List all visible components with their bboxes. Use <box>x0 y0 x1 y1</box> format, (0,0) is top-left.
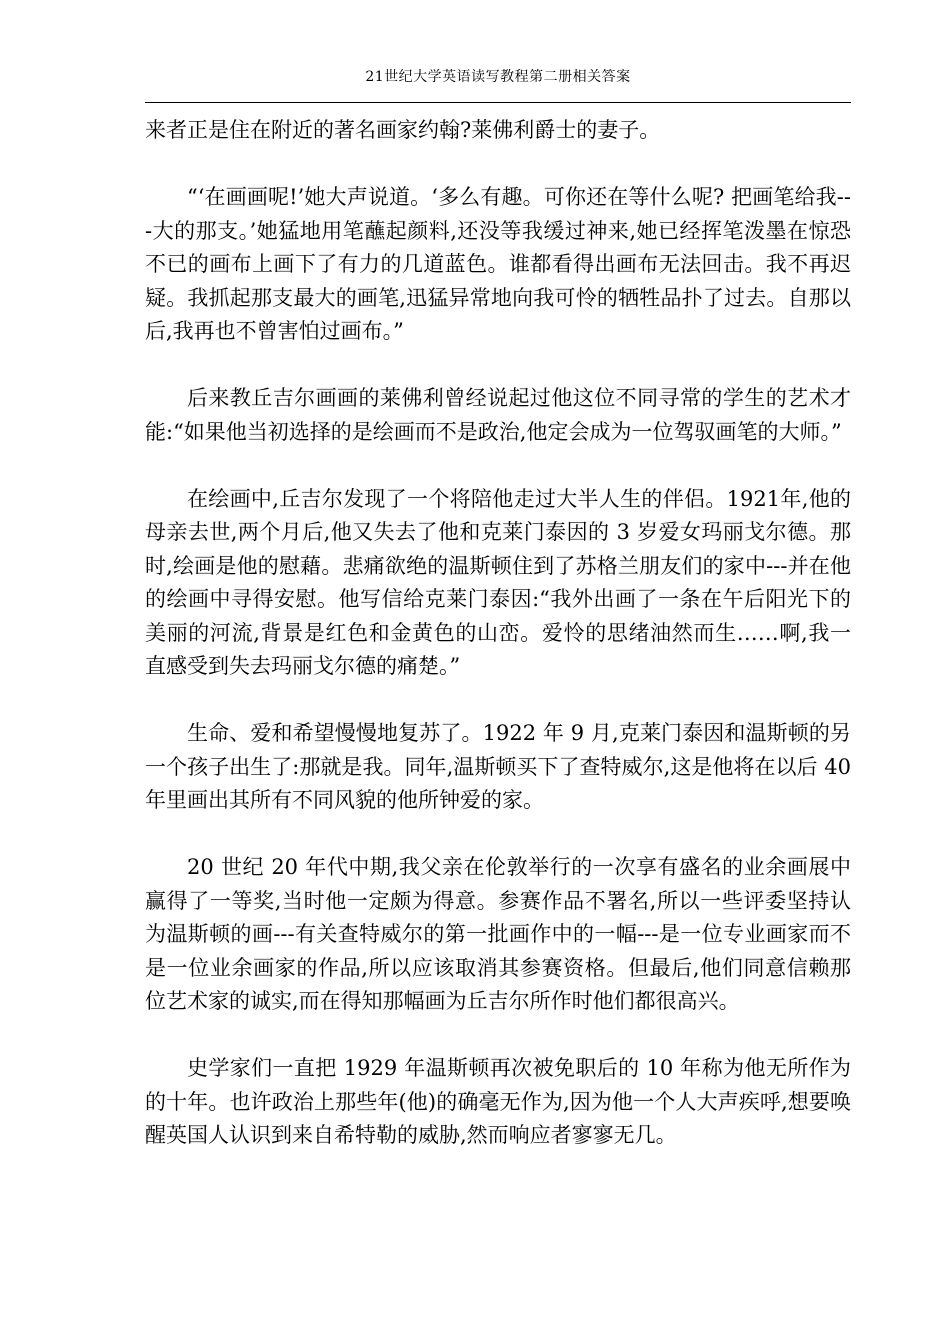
paragraph-6: 20 世纪 20 年代中期,我父亲在伦敦举行的一次享有盛名的业余画展中赢得了一等奖,当时他一定颇为得意。参赛作品不署名,所以一些评委坚持认为温斯顿的画---有关查特威尔的第一批画作中的一幅---是一位专业画家而不是一位业余画家的作品,所以应该取消其参赛资格。但最后,他们同意信赖那位艺术家的诚实,而在得知那幅画为丘吉尔所作时他们都很高兴。 <box>145 855 851 1013</box>
header-divider <box>145 102 851 103</box>
paragraph-5: 生命、爱和希望慢慢地复苏了。1922 年 9 月,克莱门泰因和温斯顿的另一个孩子出生了:那就是我。同年,温斯顿买下了查特威尔,这是他将在以后 40 年里画出其所有不同风貌的他所钟爱的家。 <box>145 721 851 812</box>
page-header: 21世纪大学英语读写教程第二册相关答案 <box>365 69 631 85</box>
document-body <box>145 114 851 1186</box>
paragraph-3: 后来教丘吉尔画画的莱佛利曾经说起过他这位不同寻常的学生的艺术才能:“如果他当初选择的是绘画而不是政治,他定会成为一位驾驭画笔的大师。” <box>145 386 851 444</box>
paragraph-7: 史学家们一直把 1929 年温斯顿再次被免职后的 10 年称为他无所作为的十年。也许政治上那些年(他)的确毫无作为,因为他一个人大声疾呼,想要唤醒英国人认识到来自希特勒的威胁,然而响应者寥寥无几。 <box>145 1056 851 1147</box>
paragraph-4: 在绘画中,丘吉尔发现了一个将陪他走过大半人生的伴侣。1921年,他的母亲去世,两个月后,他又失去了他和克莱门泰因的 3 岁爱女玛丽戈尔德。那时,绘画是他的慰藉。悲痛欲绝的温斯顿住到了苏格兰朋友们的家中---并在他的绘画中寻得安慰。他写信给克莱门泰因:“我外出画了一条在午后阳光下的美丽的河流,背景是红色和金黄色的山峦。爱怜的思绪油然而生……啊,我一直感受到失去玛丽戈尔德的痛楚。” <box>145 486 851 678</box>
paragraph-1: 来者正是住在附近的著名画家约翰?莱佛利爵士的妻子。 <box>145 118 661 142</box>
paragraph-2: “‘在画画呢!’她大声说道。‘多么有趣。可你还在等什么呢? 把画笔给我---大的那支。’她猛地用笔蘸起颜料,还没等我缓过神来,她已经挥笔泼墨在惊恐不已的画布上画下了有力的几道蓝色。谁都看得出画布无法回击。我不再迟疑。我抓起那支最大的画笔,迅猛异常地向我可怜的牺牲品扑了过去。自那以后,我再也不曾害怕过画布。” <box>145 185 851 343</box>
